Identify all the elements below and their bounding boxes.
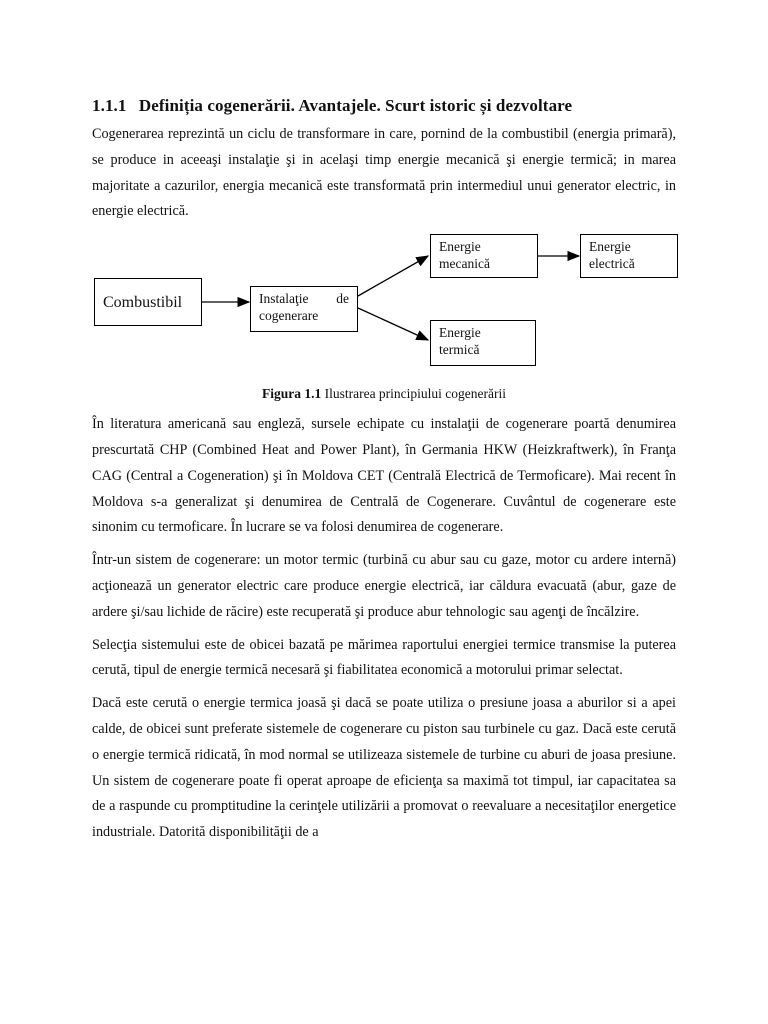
section-number: 1.1.1: [92, 96, 127, 115]
cogeneration-diagram: [92, 232, 676, 382]
box-mecanica-line1: Energie: [439, 239, 481, 255]
box-electrica-line1: Energie: [589, 239, 631, 255]
box-instalatie-line1: [259, 290, 349, 307]
paragraph-5: Dacă este cerută o energie termica joasă şi dacă se poate utiliza o presiune joasa a aburilor si a apei calde, de obicei sunt preferate sistemele de cogenerare cu piston sau turbinele cu gaz. Dacă este cerută o energie termică ridicată, în mod normal se utilizeaza sistemele de turbine cu aburi de joasa presiune. Un sistem de cogenerare poate fi operat aproape de eficienţa sa maximă tot timpul, iar capacitatea sa de a raspunde cu promptitudine la cerinţele utilizării a promovat o reevaluare a necesitaţilor energetice industriale. Datorită disponibilităţii de a: [92, 695, 676, 841]
box-combustibil: [94, 278, 202, 326]
box-instalatie-word1: Instalaţie: [259, 291, 309, 307]
paragraph-2: În literatura americană sau engleză, sursele echipate cu instalaţii de cogenerare poartă denumirea prescurtată CHP (Combined Heat and Power Plant), în Germania HKW (Heizkraftwerk), în Franţa CAG (Central a Cogeneration) şi în Moldova CET (Centrală Electrică de Termoficare). Mai recent în Moldova s-a generalizat şi denumirea de Centrală de Cogenerare. Cuvântul de cogenerare este sinonim cu termoficare. În lucrare se va folosi denumirea de cogenerare.: [92, 416, 676, 536]
box-termica-line1: Energie: [439, 325, 481, 341]
arrow-instalatie-mecanica: [358, 256, 428, 296]
box-termica-line2: termică: [439, 342, 480, 358]
section-title: Definiția cogenerării. Avantajele. Scurt istoric și dezvoltare: [138, 96, 573, 115]
box-combustibil-label: Combustibil: [103, 293, 183, 311]
box-energie-termica: [430, 320, 536, 366]
box-electrica-line2: electrică: [589, 256, 635, 272]
paragraph-4: Selecţia sistemului este de obicei bazată pe mărimea raportului energiei termice transmise la puterea cerută, tipul de energie termică necesară şi fiabilitatea economică a motorului primar selectat.: [92, 636, 676, 679]
figure-caption-text: Ilustrarea principiului cogenerării: [324, 386, 507, 402]
document-page: [92, 96, 676, 853]
paragraph-3: Într-un sistem de cogenerare: un motor termic (turbină cu abur sau cu gaze, motor cu ardere internă) acţionează un generator electric care produce energie electrică, iar căldura evacuată (abur, gaze de ardere şi/sau lichide de răcire) este recuperată şi produce abur tehnologic sau agenţi de încălzire.: [92, 552, 676, 620]
box-instalatie-cogenerare: [250, 286, 358, 332]
box-instalatie-word2: de: [336, 291, 349, 307]
figure-label: Figura 1.1: [261, 386, 322, 402]
box-energie-mecanica: [430, 234, 538, 278]
section-heading: [92, 96, 676, 116]
box-instalatie-line2: cogenerare: [259, 308, 319, 324]
figure-caption: [92, 386, 676, 402]
box-mecanica-line2: mecanică: [439, 256, 490, 272]
arrow-instalatie-termica: [358, 308, 428, 340]
box-energie-electrica: [580, 234, 678, 278]
paragraph-1: Cogenerarea reprezintă un ciclu de transformare in care, pornind de la combustibil (energia primară), se produce in aceeaşi instalaţie şi in acelaşi timp energie mecanică şi energie termică; in marea majoritate a cazurilor, energia mecanică este transformată prin intermediul unui generator electric, in energie electrică.: [92, 126, 676, 220]
